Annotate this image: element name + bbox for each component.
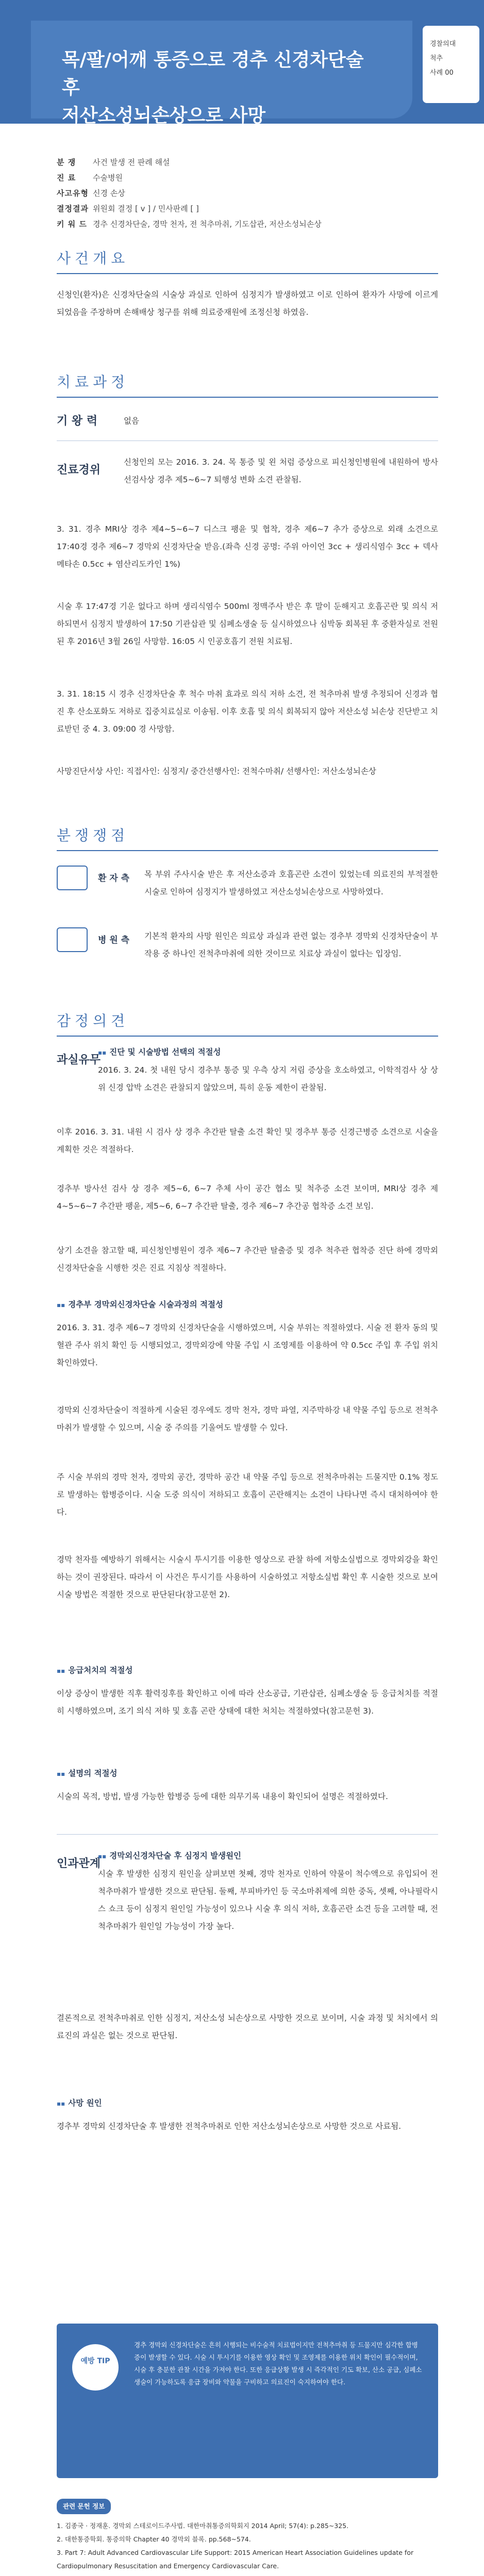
subsection-procedure: ▪▪ 경추부 경막외신경차단술 시술과정의 적절성 [57, 1298, 223, 1310]
section-title-overview: 사건개요 [57, 250, 129, 267]
subsection-explanation: ▪▪ 설명의 적절성 [57, 1767, 118, 1778]
hospital-label: 병 원 측 [98, 935, 130, 945]
tip-text: 경추 경막외 신경차단술은 흔히 시행되는 비수술적 치료법이지만 전척추마취 등 드물지만 심각한 합병증이 발생할 수 있다. 시술 시 투시기를 이용한 영상 확인 및 조영제를 이용한 위치 확인이 필수적이며, 시술 후 충분한 관찰 시간을 가져야 한다. 또한 응급상황 발생 시 즉각적인 기도 확보, 산소 공급, 심폐소생술이 가능하도록 응급 장비와 약물을 구비하고 의료진이 숙지하여야 한다. [134, 2341, 422, 2386]
s1-text: 2016. 3. 24. 첫 내원 당시 경추부 통증 및 우측 상지 저림 증상을 호소하였고, 이학적검사 상 상위 신경 압박 소견은 관찰되지 않았으며, 특히 운동 제한이 관찰됨. [98, 1065, 438, 1092]
meta-item: 척추 [430, 55, 443, 62]
c1-text: 시술 후 발생한 심정지 원인을 살펴보면 첫째, 경막 천자로 인하여 약물이 척수액으로 유입되어 전척추마취가 발생한 것으로 판단됨. 둘째, 부피바카인 등 국소마취제에 의한 중독, 셋째, 아나필락시스 쇼크 등이 심정지 원인일 가능성이 있으나 시술 후 의식 저하, 호흡곤란 소견 등을 고려할 때, 전척추마취가 원인일 가능성이 가장 높다. [98, 1869, 438, 1931]
reference-item [57, 2573, 438, 2576]
history-value: 없음 [124, 416, 139, 426]
course-label: 진료경위 [57, 464, 101, 477]
references [57, 2499, 438, 2576]
s3-text: 이상 증상이 발생한 직후 활력징후를 확인하고 이에 따라 산소공급, 기관삽관, 심폐소생술 등 응급처치를 적절히 시행하였으며, 조기 의식 저하 및 호흡 곤란 상태에 대한 처치는 적절하였다(참고문헌 3). [57, 1689, 438, 1716]
title-line-2: 저산소성뇌손상으로 사망 [62, 105, 266, 126]
section-title-process: 치료과정 [57, 374, 129, 391]
reference-item: 1. 김종국 · 정재훈. 경막외 스테로이드주사법. 대한마취통증의학회지 2014 April; 57(4): p.285~325. [57, 2522, 349, 2530]
info-row [57, 155, 438, 170]
divider [57, 273, 438, 274]
course-text-3: 시술 후 17:47경 기운 없다고 하며 생리식염수 500ml 정맥주사 받은 후 말이 둔해지고 호흡곤란 및 의식 저하되면서 심정지 발생하여 17:50 기관삽관 및 심폐소생술 등 실시하였으나 심박동 회복된 후 중환자실로 전원된 후 2016년 3월 26일 사망함. 16:05 시 인공호흡기 전원 치료됨. [57, 602, 438, 646]
page-header [0, 0, 484, 124]
divider [57, 397, 438, 398]
prevention-tip-box [57, 2324, 438, 2478]
case-info-table [57, 155, 438, 232]
info-key: 결정결과 [57, 204, 89, 213]
title-line-1: 목/팔/어깨 통증으로 경추 신경차단술 후 [62, 49, 364, 98]
subsection-emergency: ▪▪ 응급처치의 적절성 [57, 1664, 132, 1675]
subsection-death-cause: ▪▪ 사망 원인 [57, 2097, 102, 2108]
page-title [62, 46, 381, 130]
hospital-icon [57, 927, 88, 952]
info-key: 키 워 드 [57, 219, 87, 229]
info-row [57, 216, 438, 232]
s2-text-3: 주 시술 부위의 경막 천자, 경막외 공간, 경막하 공간 내 약물 주입 등으로 전척추마취는 드물지만 0.1% 정도로 발생하는 합병증이다. 시술 도중 의식이 저하되고 호흡이 곤란해지는 소견이 나타나면 즉시 대처하여야 한다. [57, 1472, 438, 1517]
meta-item: 사례 00 [430, 69, 454, 77]
s1-text-2: 이후 2016. 3. 31. 내원 시 검사 상 경추 추간판 탈출 소견 확인 및 경추부 통증 신경근병증 소견으로 시술을 계획한 것은 적절하다. [57, 1127, 438, 1154]
overview-text: 신청인(환자)은 신경차단술의 시술상 과실로 인하여 심정지가 발생하였고 이로 인하여 환자가 사망에 이르게 되었음을 주장하며 손해배상 청구를 위해 의료중재원에 조정신청 하였음. [57, 290, 438, 317]
info-key: 진 료 [57, 173, 76, 182]
info-key: 사고유형 [57, 189, 89, 198]
patient-label: 환 자 측 [98, 873, 130, 884]
meta-card [423, 26, 479, 103]
references-tag: 관련 문헌 정보 [57, 2499, 111, 2514]
meta-item: 경찰의대 [430, 40, 456, 48]
patient-icon [57, 866, 88, 890]
section-title-dispute: 분쟁쟁점 [57, 827, 129, 844]
info-key: 분 쟁 [57, 158, 76, 167]
info-row [57, 201, 438, 216]
course-text-2: 3. 31. 경추 MRI상 경추 제4~5~6~7 디스크 팽윤 및 협착, 경추 제6~7 추가 증상으로 외래 소견으로 17:40경 경추 제6~7 경막외 신경차단술 받음.(좌측 신경 공명: 주위 아이언 3cc + 생리식염수 3cc + 덱사메타손 0.5cc + 염산리도카인 1%) [57, 524, 438, 569]
patient-text: 목 부위 주사시술 받은 후 저산소증과 호흡곤란 소견이 있었는데 의료진의 부적절한 시술로 인하여 심정지가 발생하였고 저산소성뇌손상으로 사망하였다. [144, 870, 438, 896]
info-value: 신경 손상 [93, 189, 125, 198]
info-row [57, 185, 438, 201]
info-value: 경추 신경차단술, 경막 천자, 전 척추마취, 기도삽관, 저산소성뇌손상 [93, 219, 322, 229]
s1-text-3: 경추부 방사선 검사 상 경추 제5~6, 6~7 추체 사이 공간 협소 및 척추증 소견 보이며, MRI상 경추 제4~5~6~7 추간판 팽윤, 제5~6, 6~7 추간판 탈출, 경추 제6~7 추간공 협착증 소견 보임. [57, 1184, 438, 1211]
info-value: 사건 발생 전 판례 해설 [93, 158, 170, 167]
divider [57, 440, 438, 441]
section-title-opinion: 감정의견 [57, 1012, 129, 1029]
s1-text-4: 상기 소견을 참고할 때, 피신청인병원이 경추 제6~7 추간판 탈출증 및 경추 척추관 협착증 진단 하에 경막외 신경차단술을 시행한 것은 진료 지침상 적절하다. [57, 1246, 438, 1273]
history-label: 기 왕 력 [57, 415, 98, 428]
subsection-cause: ▪▪ 경막외신경차단술 후 심정지 발생원인 [98, 1850, 241, 1861]
course-text-4: 3. 31. 18:15 시 경추 신경차단술 후 척수 마취 효과로 의식 저하 소견, 전 척추마취 발생 추정되어 신경과 협진 후 산소포화도 저하로 집중치료실로 이송됨. 이후 호흡 및 의식 회복되지 않아 저산소성 뇌손상 진단받고 치료받던 중 4. 3. 09:00 경 사망함. [57, 689, 438, 734]
c2-text: 경추부 경막외 신경차단술 후 발생한 전척추마취로 인한 저산소성뇌손상으로 사망한 것으로 사료됨. [57, 2122, 402, 2131]
divider [57, 850, 438, 851]
course-text-1: 신청인의 모는 2016. 3. 24. 목 통증 및 왼 처럼 증상으로 피신청인병원에 내원하여 방사선검사상 경추 제5~6~7 퇴행성 변화 소견 관찰됨. [124, 457, 438, 484]
s4-text: 시술의 목적, 방법, 발생 가능한 합병증 등에 대한 의무기록 내용이 확인되어 설명은 적절하였다. [57, 1792, 388, 1801]
title-box [31, 21, 412, 126]
reference-item: 2. 대한통증학회. 통증의학 Chapter 40 경막외 블록. pp.568~574. [57, 2535, 251, 2543]
c1-text-2: 결론적으로 전척추마취로 인한 심정지, 저산소성 뇌손상으로 사망한 것으로 보이며, 시술 과정 및 처치에서 의료진의 과실은 없는 것으로 판단됨. [57, 2013, 438, 2040]
divider [57, 1036, 438, 1037]
fault-label: 과실유무 [57, 1054, 101, 1066]
info-value: 수술병원 [93, 173, 123, 182]
tip-badge: 예방 TIP [72, 2344, 119, 2391]
info-row [57, 170, 438, 185]
info-value: 위원회 결정 [ v ] / 민사판례 [ ] [93, 204, 199, 213]
divider [57, 1834, 438, 1835]
cause-of-death: 사망진단서상 사인: 직접사인: 심정지/ 중간선행사인: 전척수마취/ 선행사인: 저산소성뇌손상 [57, 767, 376, 776]
s2-text-2: 경막외 신경차단술이 적절하게 시술된 경우에도 경막 천자, 경막 파열, 지주막하강 내 약물 주입 등으로 전척추마취가 발생할 수 있으며, 시술 중 주의를 기울여도 발생할 수 있다. [57, 1405, 438, 1432]
s2-text-4: 경막 천자를 예방하기 위해서는 시술시 투시기를 이용한 영상으로 관찰 하에 저항소실법으로 경막외강을 확인하는 것이 권장된다. 따라서 이 사건은 투시기를 사용하여 시술하였고 저항소실법 확인 후 시술한 것으로 보여 시술 방법은 적절한 것으로 판단된다(참고문헌 2). [57, 1555, 438, 1599]
reference-item: 3. Part 7: Adult Advanced Cardiovascular Life Support: 2015 American Heart Association Guidelines update for Cardiopulmonary Resuscitation and Emergency Cardiovascular Care. [57, 2549, 414, 2570]
causal-label: 인과관계 [57, 1857, 101, 1870]
s2-text: 2016. 3. 31. 경추 제6~7 경막외 신경차단술을 시행하였으며, 시술 부위는 적절하였다. 시술 전 환자 동의 및 혈관 주사 위치 확인 등 시행되었고, 경막외강에 약물 주입 시 조영제를 이용하여 약 0.5cc 주입 후 주입 위치 확인하였다. [57, 1323, 438, 1367]
hospital-text: 기본적 환자의 사망 원인은 의료상 과실과 관련 없는 경추부 경막외 신경차단술이 부작용 중 하나인 전척추마취에 의한 것이므로 치료상 과실이 없다는 입장임. [144, 931, 438, 958]
subsection-diagnosis: ▪▪ 진단 및 시술방법 선택의 적절성 [98, 1046, 221, 1057]
